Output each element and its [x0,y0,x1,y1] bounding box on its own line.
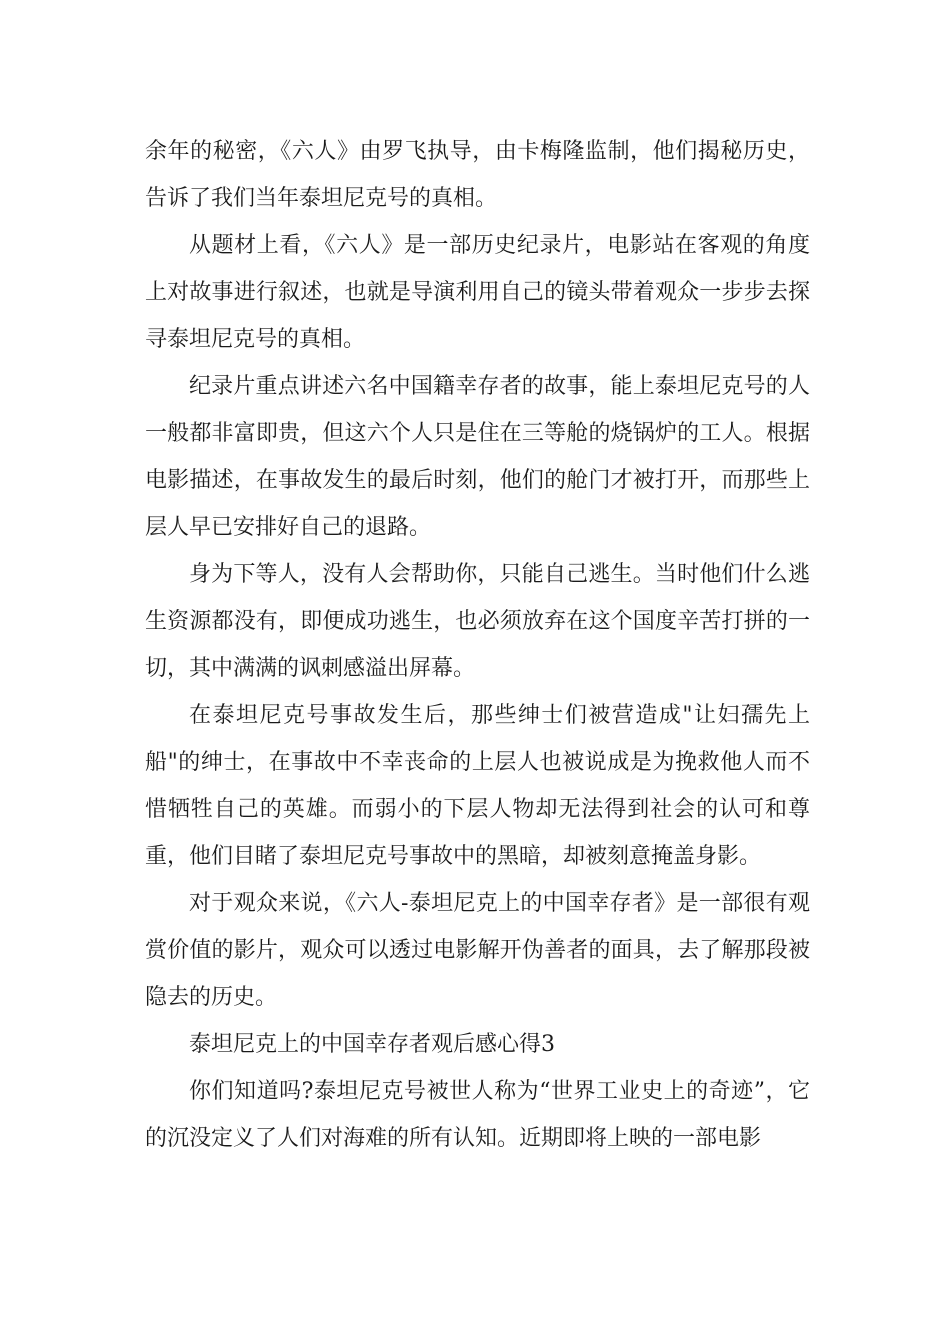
paragraph-4: 身为下等人，没有人会帮助你，只能自己逃生。当时他们什么逃生资源都没有，即便成功逃生，也必须放弃在这个国度辛苦打拼的一切，其中满满的讽刺感溢出屏幕。 [145,562,810,681]
paragraph-2: 从题材上看，《六人》是一部历史纪录片，电影站在客观的角度上对故事进行叙述，也就是导演利用自己的镜头带着观众一步步去探寻泰坦尼克号的真相。 [145,233,810,352]
paragraph-5: 在泰坦尼克号事故发生后，那些绅士们被营造成"让妇孺先上船"的绅士，在事故中不幸丧命的上层人也被说成是为挽救他人而不惜牺牲自己的英雄。而弱小的下层人物却无法得到社会的认可和尊重，他们目睹了泰坦尼克号事故中的黑暗，却被刻意掩盖身影。 [145,703,810,869]
paragraph-3: 纪录片重点讲述六名中国籍幸存者的故事，能上泰坦尼克号的人一般都非富即贵，但这六个人只是住在三等舱的烧锅炉的工人。根据电影描述，在事故发生的最后时刻，他们的舱门才被打开，而那些上层人早已安排好自己的退路。 [145,374,810,540]
section-heading: 泰坦尼克上的中国幸存者观后感心得3 [189,1032,555,1057]
paragraph-6: 对于观众来说，《六人-泰坦尼克上的中国幸存者》是一部很有观赏价值的影片，观众可以透过电影解开伪善者的面具，去了解那段被隐去的历史。 [145,891,810,1010]
paragraph-1: 余年的秘密，《六人》由罗飞执导，由卡梅隆监制，他们揭秘历史，告诉了我们当年泰坦尼克号的真相。 [145,139,810,211]
document-body [145,128,810,1162]
paragraph-7: 你们知道吗?泰坦尼克号被世人称为“世界工业史上的奇迹”，它的沉没定义了人们对海难的所有认知。近期即将上映的一部电影 [145,1079,810,1151]
